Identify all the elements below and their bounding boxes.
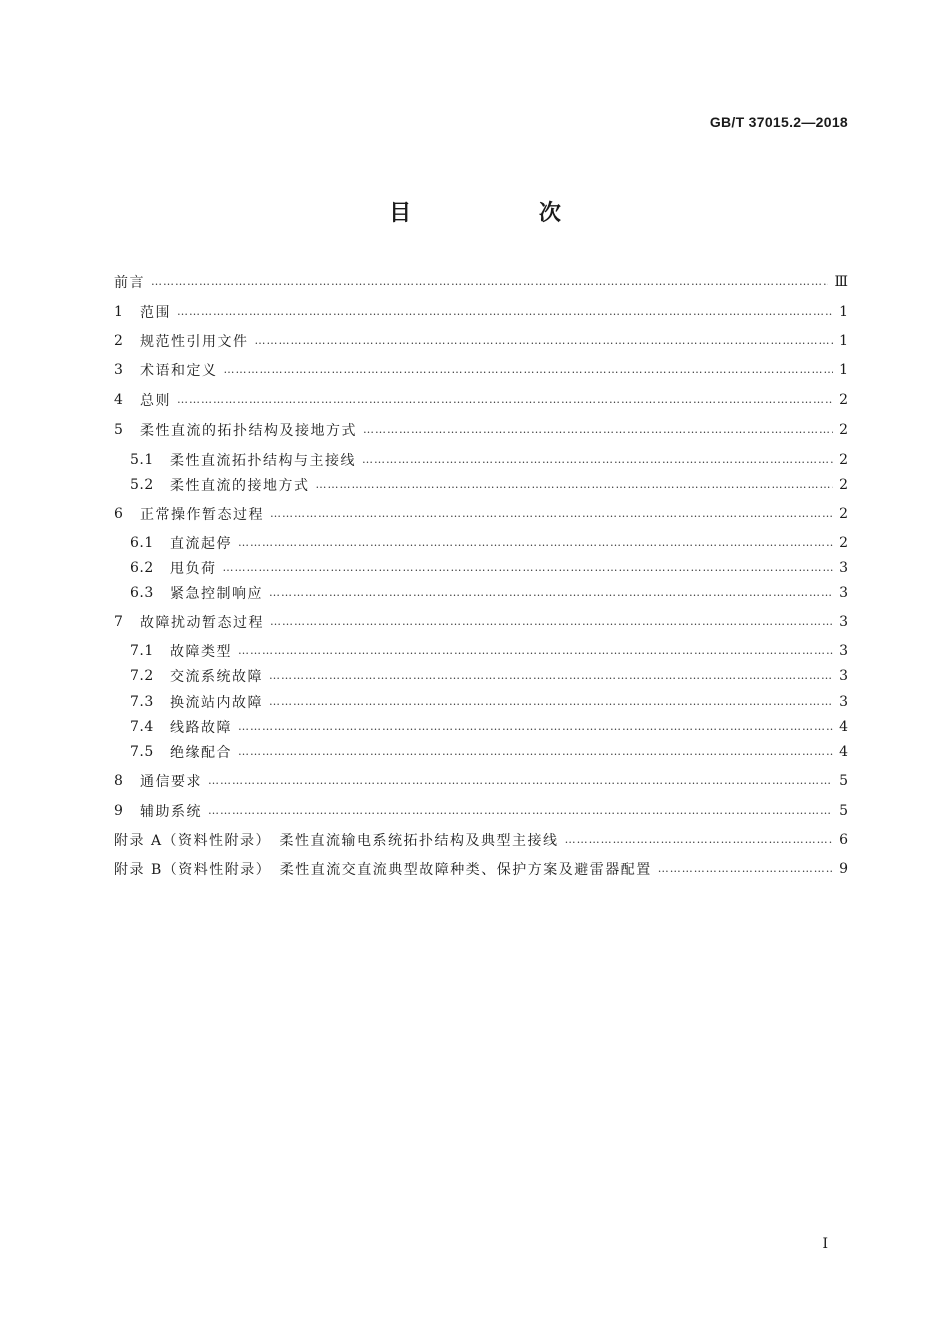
- toc-number: 7.3: [130, 694, 154, 710]
- toc-entry[interactable]: [114, 301, 848, 323]
- toc-number: 5.1: [130, 452, 154, 468]
- toc-page: 2: [839, 452, 848, 468]
- standard-code: GB/T 37015.2—2018: [709, 114, 848, 130]
- toc-label: 附录 B（资料性附录） 柔性直流交直流典型故障种类、保护方案及避雷器配置: [114, 862, 652, 878]
- toc-page: 1: [839, 362, 848, 378]
- toc-leader: [223, 557, 834, 579]
- toc-leader: [177, 301, 833, 323]
- toc-label: 辅助系统: [140, 804, 202, 820]
- toc-entry[interactable]: [114, 330, 848, 352]
- toc-number: 7.4: [130, 719, 154, 735]
- toc-subentry[interactable]: [114, 716, 848, 738]
- toc-page: 9: [839, 861, 848, 877]
- toc-entry[interactable]: [114, 359, 848, 381]
- toc-page: 1: [839, 304, 848, 320]
- toc-leader: [177, 389, 833, 411]
- toc-leader: [363, 419, 833, 441]
- toc-page: 4: [839, 719, 848, 735]
- toc-leader: [269, 582, 833, 604]
- toc-leader: [270, 611, 833, 633]
- toc-label: 甩负荷: [170, 561, 217, 577]
- toc-leader: [208, 770, 833, 792]
- toc-number: 8: [114, 773, 124, 789]
- toc-label: 术语和定义: [140, 363, 218, 379]
- page-title: 目 次: [389, 201, 621, 226]
- toc-number: 5.2: [130, 477, 154, 493]
- toc-leader: [208, 800, 833, 822]
- toc-page: 5: [839, 803, 848, 819]
- toc-label: 紧急控制响应: [170, 586, 263, 602]
- toc-page: 3: [839, 614, 848, 630]
- toc-number: 3: [114, 362, 124, 378]
- toc-page: 3: [839, 668, 848, 684]
- toc-leader: [238, 716, 833, 738]
- toc-number: 6.2: [130, 560, 154, 576]
- toc-subentry[interactable]: [114, 640, 848, 662]
- toc-page: 2: [839, 506, 848, 522]
- toc-subentry[interactable]: [114, 557, 848, 579]
- toc-page: 2: [839, 392, 848, 408]
- toc-number: 7.5: [130, 744, 154, 760]
- toc-leader: [238, 741, 833, 763]
- toc-label: 线路故障: [170, 720, 232, 736]
- toc-subentry[interactable]: [114, 449, 848, 471]
- toc-subentry[interactable]: [114, 691, 848, 713]
- toc-label: 正常操作暂态过程: [140, 507, 264, 523]
- toc-page: 6: [839, 832, 848, 848]
- toc-leader: [255, 330, 834, 352]
- toc-entry[interactable]: [114, 800, 848, 822]
- toc-entry-appendix-a[interactable]: [114, 829, 848, 851]
- toc-label: 交流系统故障: [170, 669, 263, 685]
- toc-page: 3: [839, 560, 848, 576]
- toc-number: 6.1: [130, 535, 154, 551]
- toc-page: 5: [839, 773, 848, 789]
- toc-number: 4: [114, 392, 124, 408]
- toc-leader: [658, 858, 833, 880]
- toc-label: 绝缘配合: [170, 745, 232, 761]
- toc-page: 3: [839, 585, 848, 601]
- toc-number: 1: [114, 304, 124, 320]
- toc-number: 7: [114, 614, 124, 630]
- toc-label: 换流站内故障: [170, 695, 263, 711]
- toc-subentry[interactable]: [114, 474, 848, 496]
- toc-label: 柔性直流的接地方式: [170, 478, 310, 494]
- toc-leader: [362, 449, 833, 471]
- toc-label: 总则: [140, 393, 171, 409]
- toc-number: 2: [114, 333, 124, 349]
- toc-entry-appendix-b[interactable]: [114, 858, 848, 880]
- toc-leader: [151, 271, 828, 293]
- toc-leader: [565, 829, 834, 851]
- toc-subentry[interactable]: [114, 582, 848, 604]
- toc-page: 3: [839, 694, 848, 710]
- toc-label: 范围: [140, 305, 171, 321]
- toc-number: 7.1: [130, 643, 154, 659]
- toc-number: 6: [114, 506, 124, 522]
- toc-label: 直流起停: [170, 536, 232, 552]
- toc-number: 6.3: [130, 585, 154, 601]
- toc-leader: [269, 665, 833, 687]
- toc-page: 1: [839, 333, 848, 349]
- toc-label: 柔性直流的拓扑结构及接地方式: [140, 423, 357, 439]
- toc-number: 9: [114, 803, 124, 819]
- toc-entry[interactable]: [114, 389, 848, 411]
- toc-leader: [316, 474, 834, 496]
- toc-entry[interactable]: [114, 503, 848, 525]
- toc-page: 3: [839, 643, 848, 659]
- toc-leader: [238, 532, 833, 554]
- toc-label: 故障扰动暂态过程: [140, 615, 264, 631]
- toc-page: 2: [839, 535, 848, 551]
- toc-number: 5: [114, 422, 124, 438]
- toc-label: 柔性直流拓扑结构与主接线: [170, 453, 356, 469]
- toc-page: 2: [839, 477, 848, 493]
- toc-subentry[interactable]: [114, 532, 848, 554]
- toc-page: 2: [839, 422, 848, 438]
- toc-entry-preface[interactable]: [114, 271, 848, 293]
- toc-page: Ⅲ: [834, 274, 848, 290]
- toc-label: 附录 A（资料性附录） 柔性直流输电系统拓扑结构及典型主接线: [114, 833, 559, 849]
- toc-leader: [238, 640, 833, 662]
- toc-label: 规范性引用文件: [140, 334, 249, 350]
- page-folio: Ⅰ: [822, 1236, 828, 1252]
- toc-subentry[interactable]: [114, 741, 848, 763]
- toc-label: 前言: [114, 275, 145, 291]
- toc-leader: [269, 691, 833, 713]
- toc-subentry[interactable]: [114, 665, 848, 687]
- toc-leader: [224, 359, 834, 381]
- toc-page: 4: [839, 744, 848, 760]
- toc-number: 7.2: [130, 668, 154, 684]
- toc-leader: [270, 503, 833, 525]
- toc-label: 故障类型: [170, 644, 232, 660]
- toc-label: 通信要求: [140, 774, 202, 790]
- toc-entry[interactable]: [114, 419, 848, 441]
- toc-entry[interactable]: [114, 770, 848, 792]
- toc-entry[interactable]: [114, 611, 848, 633]
